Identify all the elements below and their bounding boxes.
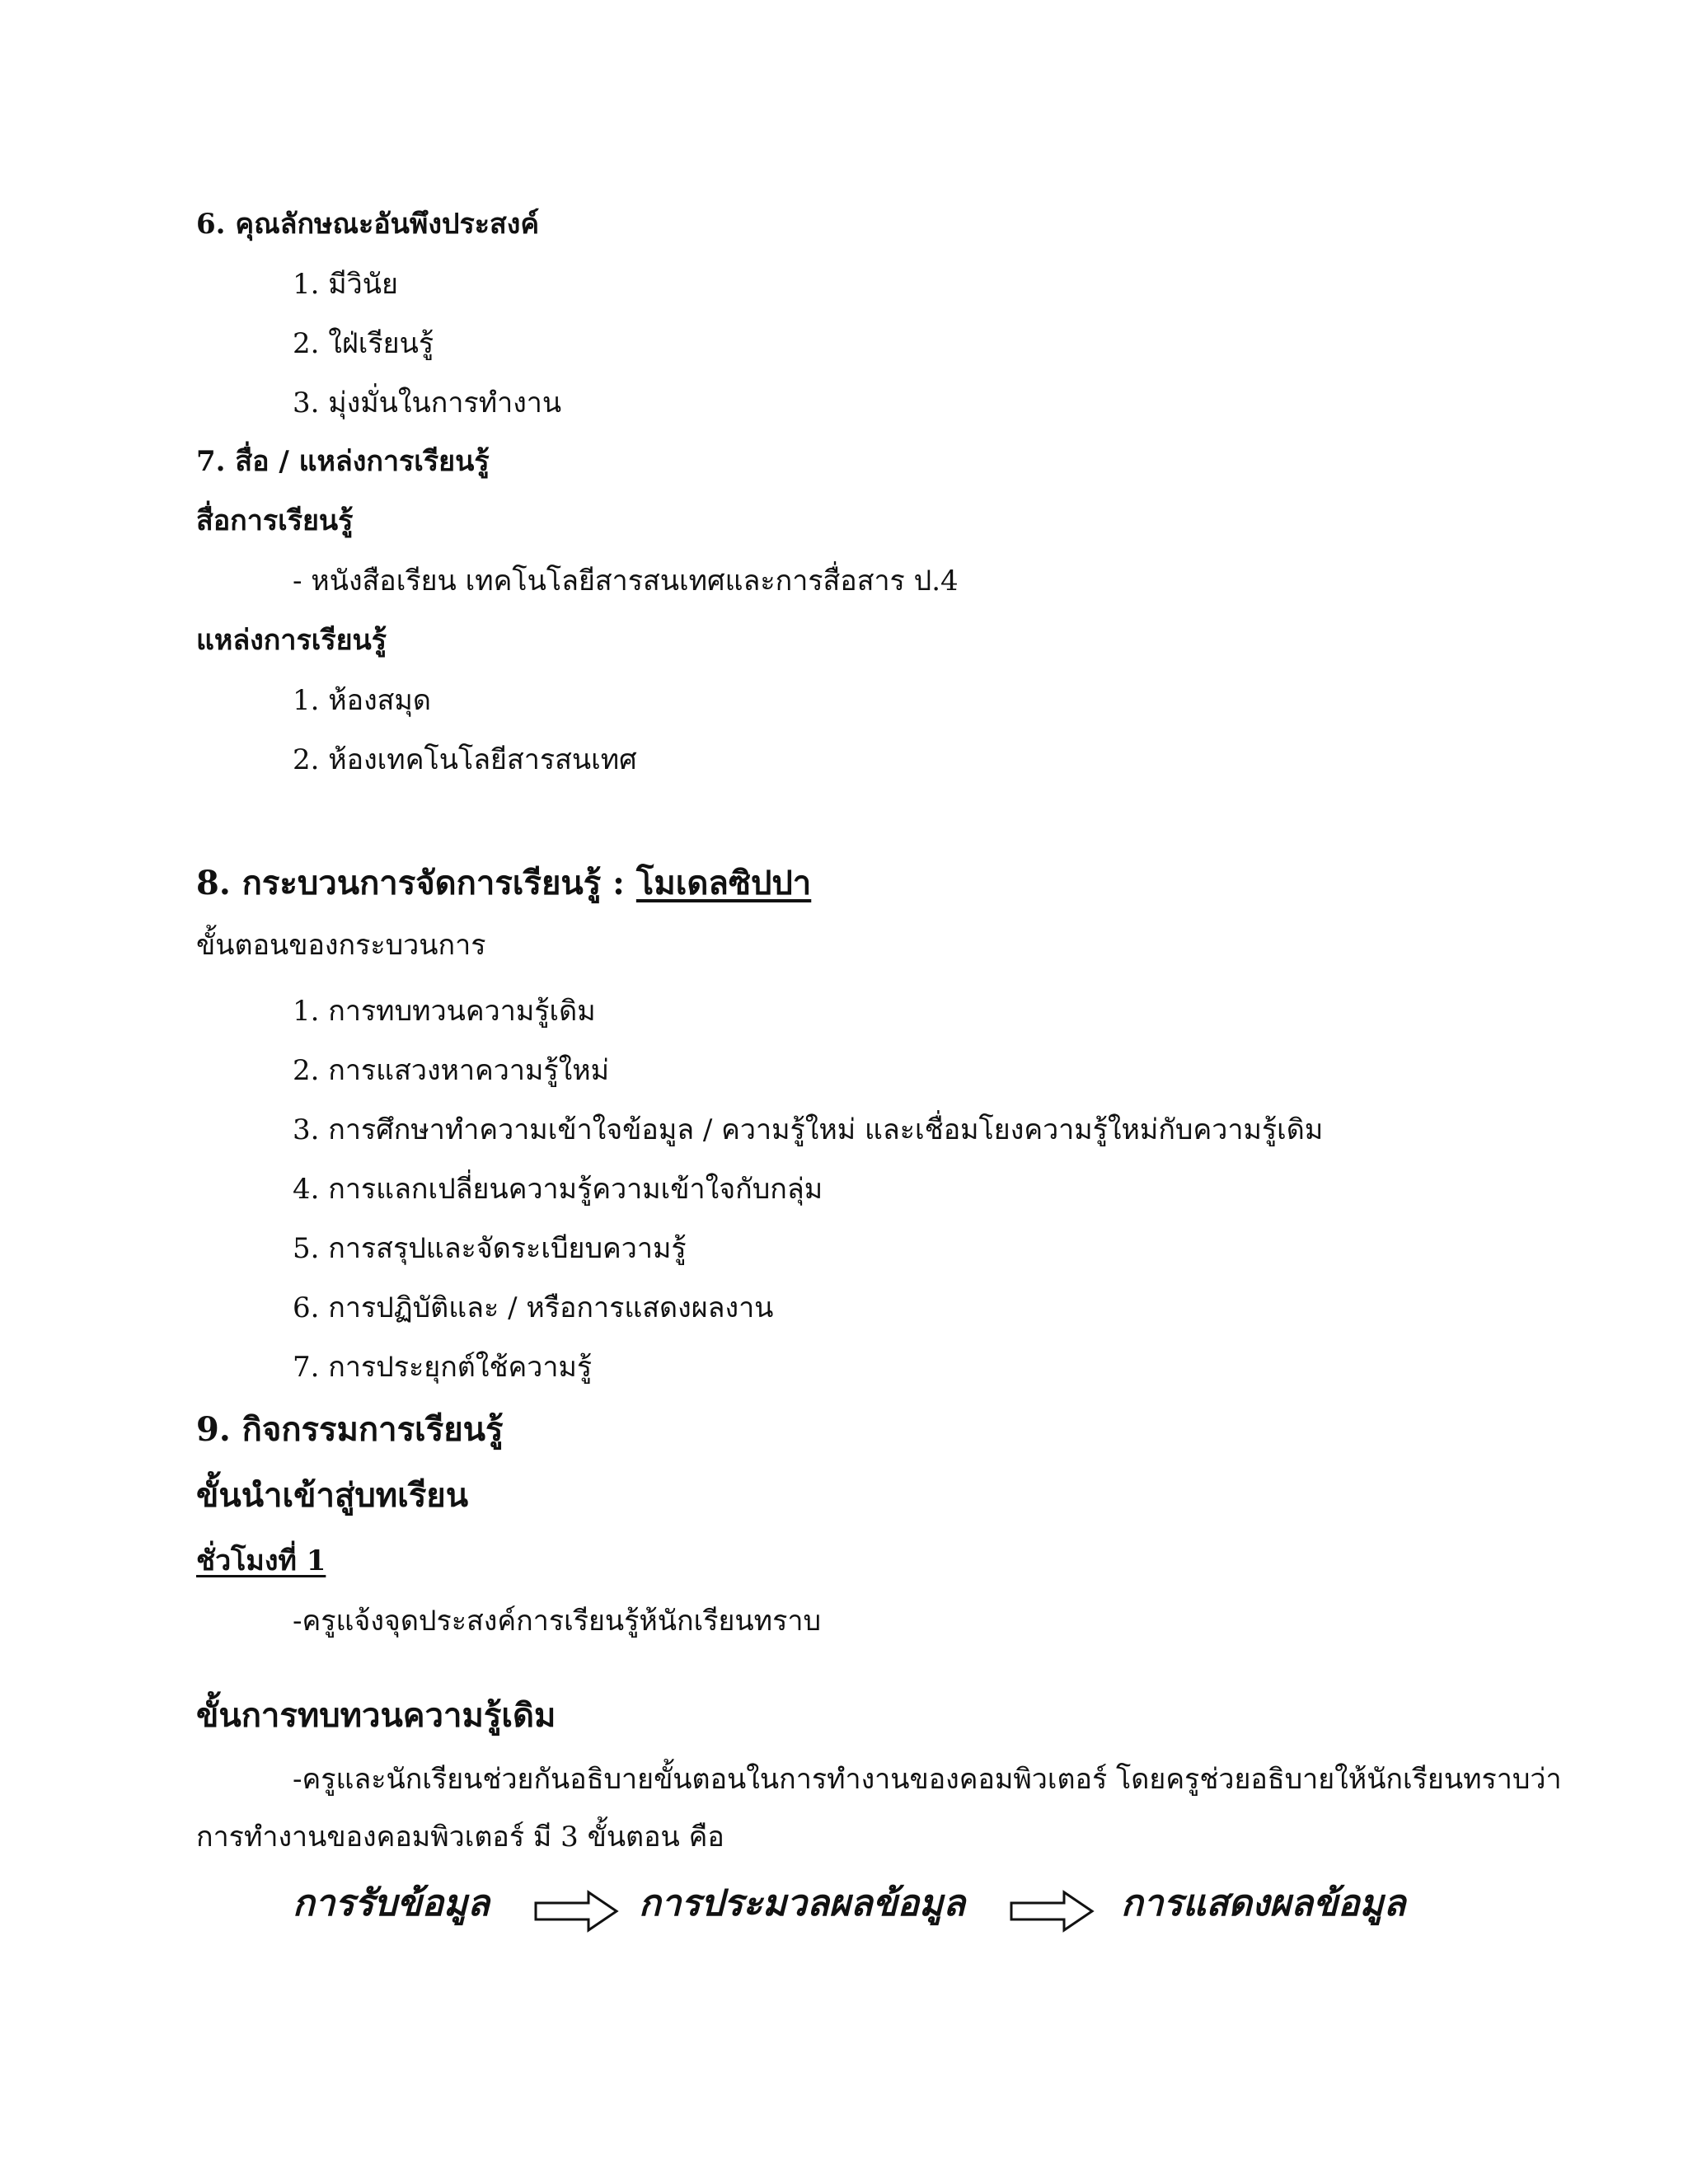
- section-9-heading: 9. กิจกรรมการเรียนรู้: [196, 1410, 504, 1449]
- process-step-3: 3. การศึกษาทำความเข้าใจข้อมูล / ความรู้ใหม่ และเชื่อมโยงความรู้ใหม่กับความรู้เดิม: [293, 1113, 1324, 1146]
- review-text-line-2: การทำงานของคอมพิวเตอร์ มี 3 ขั้นตอน คือ: [196, 1821, 724, 1854]
- section-6-item-2: 2. ใฝ่เรียนรู้: [293, 327, 434, 360]
- intro-heading: ขั้นนำเข้าสู่บทเรียน: [196, 1476, 469, 1515]
- flow-step-input: การรับข้อมูล: [293, 1882, 490, 1924]
- section-6-item-1: 1. มีวินัย: [293, 268, 398, 301]
- media-heading: สื่อการเรียนรู้: [196, 504, 354, 537]
- section-6-item-3: 3. มุ่งมั่นในการทำงาน: [293, 387, 562, 419]
- section-8-heading: [196, 864, 812, 902]
- media-item: - หนังสือเรียน เทคโนโลยีสารสนเทศและการสื่อสาร ป.4: [293, 565, 959, 598]
- source-item-1: 1. ห้องสมุด: [293, 684, 431, 717]
- section-6-heading: 6. คุณลักษณะอันพึงประสงค์: [196, 208, 540, 241]
- process-step-4: 4. การแลกเปลี่ยนความรู้ความเข้าใจกับกลุ่ม: [293, 1173, 823, 1206]
- section-7-heading: 7. สื่อ / แหล่งการเรียนรู้: [196, 445, 490, 478]
- source-item-2: 2. ห้องเทคโนโลยีสารสนเทศ: [293, 743, 637, 776]
- hour-label: ชั่วโมงที่ 1: [196, 1544, 326, 1577]
- process-step-6: 6. การปฏิบัติและ / หรือการแสดงผลงาน: [293, 1291, 774, 1324]
- right-arrow-outline-icon: [1010, 1890, 1095, 1933]
- flow-step-output: การแสดงผลข้อมูล: [1121, 1882, 1406, 1924]
- process-subheading: ขั้นตอนของกระบวนการ: [196, 929, 486, 962]
- source-heading: แหล่งการเรียนรู้: [196, 624, 387, 657]
- right-arrow-outline-icon: [534, 1890, 620, 1933]
- intro-text: -ครูแจ้งจุดประสงค์การเรียนรู้ห้นักเรียนทราบ: [293, 1605, 822, 1638]
- review-text-line-1: -ครูและนักเรียนช่วยกันอธิบายขั้นตอนในการทำงานของคอมพิวเตอร์ โดยครูช่วยอธิบายให้นักเรียนทราบว่า: [293, 1763, 1562, 1796]
- section-8-heading-prefix: 8. กระบวนการจัดการเรียนรู้ :: [196, 864, 625, 902]
- process-step-2: 2. การแสวงหาความรู้ใหม่: [293, 1054, 610, 1087]
- review-heading: ขั้นการทบทวนความรู้เดิม: [196, 1696, 556, 1735]
- process-step-5: 5. การสรุปและจัดระเบียบความรู้: [293, 1232, 687, 1265]
- section-8-model-name: โมเดลซิปปา: [635, 864, 812, 902]
- process-step-1: 1. การทบทวนความรู้เดิม: [293, 995, 596, 1028]
- process-step-7: 7. การประยุกต์ใช้ความรู้: [293, 1351, 593, 1384]
- flow-step-process: การประมวลผลข้อมูล: [639, 1882, 966, 1924]
